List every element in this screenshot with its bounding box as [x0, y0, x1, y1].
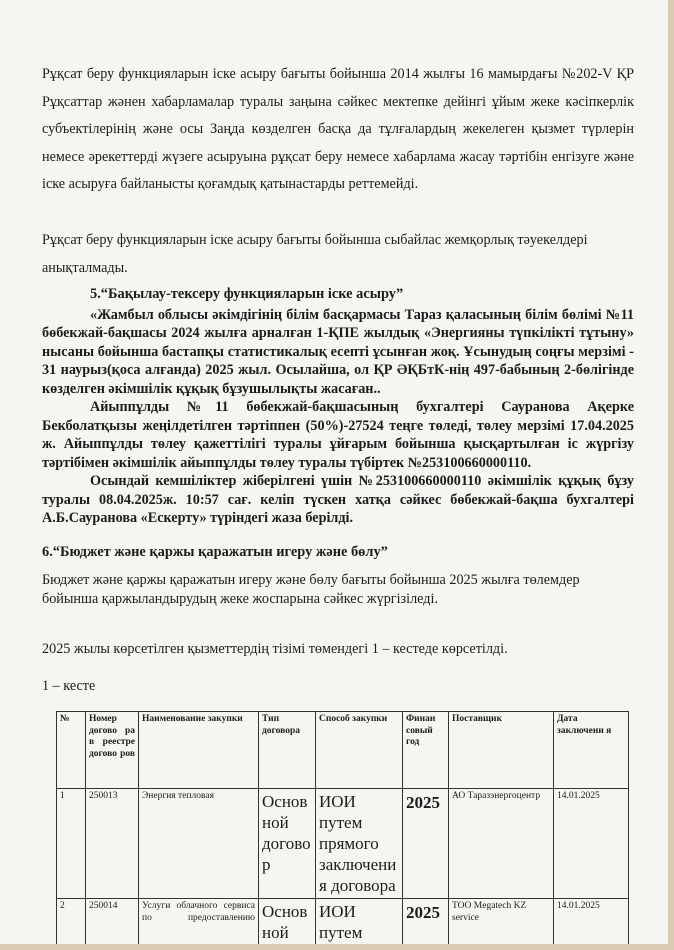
- cell-supplier: АО Таразэнергоцентр: [449, 789, 554, 899]
- section-5-p3: Осындай кемшіліктер жіберілгені үшін №253100660000110 әкімшілік құқық бұзу туралы 08.04.2025ж. 10:57 сағ. келіп түскен хатқа сәйкес бөбекжай-бақша бухгалтері А.Б.Сауранова «Ескерту» түріндегі жаза берілді.: [42, 473, 634, 526]
- cell-type: Основ ной: [259, 899, 316, 945]
- cell-year: 2025: [403, 899, 449, 945]
- cell-name: Услуги облачного сервиса по предоставлению: [139, 899, 259, 945]
- intro-text-1: Рұқсат беру функцияларын іске асыру бағыты бойынша 2014 жылғы 16 мамырдағы №202-V ҚР Рұқсаттар жәнен хабарламалар туралы заңына сәйкес мектепке дейінгі ұйым жеке кәсіпкерлік субъектілерінің және осы Заңда көзделген басқа да тұлғалардың жекелеген қызмет түрлерін немесе әрекеттерді жүзеге асыруына рұқсат беру немесе хабарлама жасау тәртібін енгізуге және іске асыруға байланысты қоғамдық қатынастарды реттемейді.: [42, 66, 634, 192]
- cell-num: 2: [57, 899, 86, 945]
- section-5-p1: «Жамбыл облысы әкімдігінің білім басқармасы Тараз қаласының білім бөлімі №11 бөбекжай-бақшасы 2024 жылға арналған 1-ҚПЕ жылдық «Энергияны түпкілікті тұтыну» нысаны бойынша бастапқы статистикалық есепті ұсынған жоқ. Ұсынудың соңғы мерзімі - 31 наурыз(қоса алғанда) 2025 жыл. Осылайша, ол ҚР ӘҚБтК-нің 497-бабының 2-бөлігінде көзделген әкімшілік құқық бұзушылықты жасаған..: [42, 306, 634, 397]
- header-year: Финан совый год: [403, 712, 449, 789]
- table-header-row: [57, 712, 629, 789]
- cell-reg: 250014: [86, 899, 139, 945]
- section-5: [42, 285, 634, 528]
- cell-num: 1: [57, 789, 86, 899]
- header-method: Способ закупки: [316, 712, 403, 789]
- header-reg: Номер догово ра в реестре догово ров: [86, 712, 139, 789]
- cell-method: ИОИ путем: [316, 899, 403, 945]
- procurement-table: [56, 711, 629, 944]
- cell-reg: 250013: [86, 789, 139, 899]
- header-type: Тип договора: [259, 712, 316, 789]
- intro-paragraph-1: [42, 61, 634, 199]
- section-6-p2-wrap: [42, 640, 634, 659]
- cell-name: Энергия тепловая: [139, 789, 259, 899]
- cell-date: 14.01.2025: [554, 899, 629, 945]
- header-supplier: Поставщик: [449, 712, 554, 789]
- cell-year: 2025: [403, 789, 449, 899]
- section-6-p2: 2025 жылы көрсетілген қызметтердің тізімі төмендегі 1 – кестеде көрсетілді.: [42, 641, 508, 657]
- table-caption: 1 – кесте: [42, 678, 96, 694]
- table-row: [57, 789, 629, 899]
- cell-supplier: ТОО Megatech KZ service: [449, 899, 554, 945]
- section-6-p1: Бюджет және қаржы қаражатын игеру және бөлу бағыты бойынша 2025 жылға төлемдер бойынша қаржыландырудың жеке жоспарына сәйкес жүргізіледі.: [42, 572, 580, 607]
- section-5-heading: 5.“Бақылау-тексеру функцияларын іске асыру”: [90, 286, 404, 302]
- intro-paragraph-2: [42, 227, 634, 282]
- section-6-heading: 6.“Бюджет және қаржы қаражатын игеру және бөлу”: [42, 544, 388, 560]
- header-name: Наименование закупки: [139, 712, 259, 789]
- intro-text-2: Рұқсат беру функцияларын іске асыру бағыты бойынша сыбайлас жемқорлық тәуекелдері анықталмады.: [42, 232, 588, 276]
- cell-method: ИОИ путем прямого заключени я договора: [316, 789, 403, 899]
- section-5-p2: Айыппұлды №11 бөбекжай-бақшасының бухгалтері Сауранова Ақерке Бекболатқызы жеңілдетілген тәртіппен (50%)-27524 теңге төледі, төлеу мерзімі 17.04.2025 ж. Айыппұлды төлеу қажеттілігі туралы ұйғарым бойынша қысқартылған іс жүргізу тәртібімен әкімшілік айыппұлды төлеу туралы түбіртек №253100660000110.: [42, 399, 634, 471]
- cell-type: Основ ной догово р: [259, 789, 316, 899]
- cell-date: 14.01.2025: [554, 789, 629, 899]
- table-row: [57, 899, 629, 945]
- header-date: Дата заключени я: [554, 712, 629, 789]
- header-num: №: [57, 712, 86, 789]
- table-caption-wrap: [42, 677, 634, 696]
- section-6-heading-wrap: [42, 543, 634, 562]
- section-6-p1-wrap: [42, 571, 634, 608]
